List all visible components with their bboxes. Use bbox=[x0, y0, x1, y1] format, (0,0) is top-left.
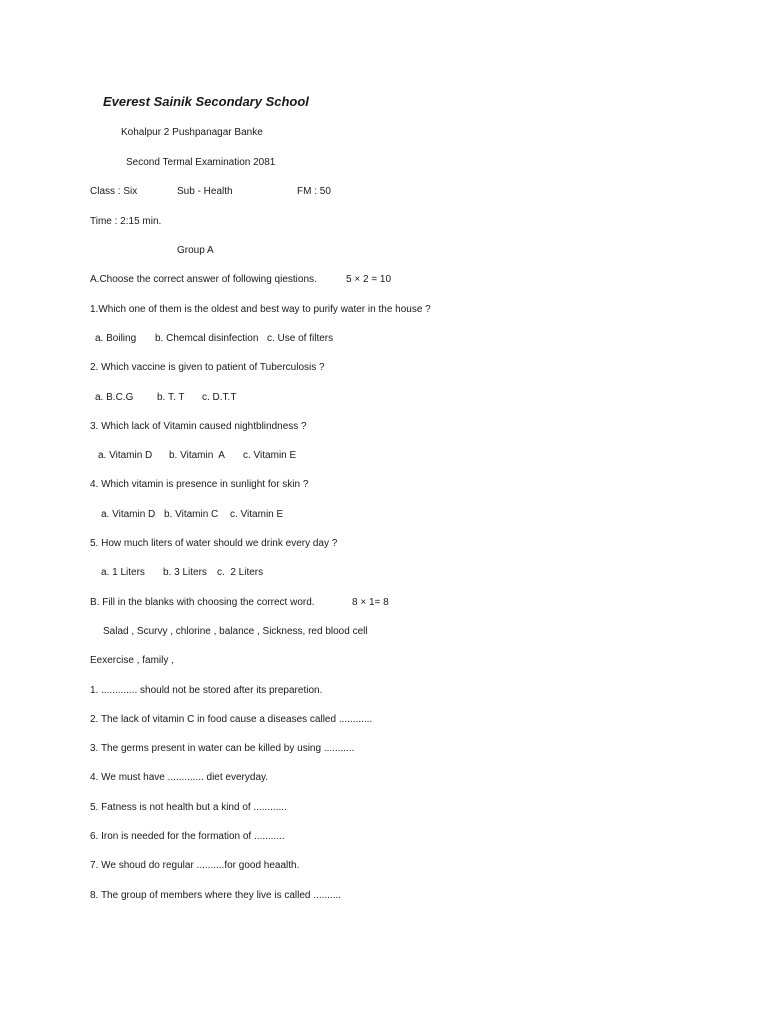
blank-item-5: 5. Fatness is not health but a kind of ............ bbox=[90, 802, 287, 813]
blank-item-4: 4. We must have ............. diet everyday. bbox=[90, 772, 269, 783]
q1-option-b: b. Chemcal disinfection bbox=[155, 333, 259, 344]
q5-option-c: c. 2 Liters bbox=[217, 567, 264, 578]
q3-option-c: c. Vitamin E bbox=[243, 450, 297, 461]
q2-option-a: a. B.C.G bbox=[95, 392, 134, 403]
exam-time: Time : 2:15 min. bbox=[90, 216, 162, 227]
q2-option-b: b. T. T bbox=[157, 392, 185, 403]
word-bank-line-1: Salad , Scurvy , chlorine , balance , Sickness, red blood cell bbox=[103, 626, 368, 637]
question-2: 2. Which vaccine is given to patient of Tuberculosis ? bbox=[90, 362, 325, 373]
q3-option-a: a. Vitamin D bbox=[98, 450, 153, 461]
word-bank-line-2: Eexercise , family , bbox=[90, 655, 174, 666]
section-b-instruction: B. Fill in the blanks with choosing the correct word. bbox=[90, 597, 315, 608]
q5-option-b: b. 3 Liters bbox=[163, 567, 207, 578]
section-b-marks: 8 × 1= 8 bbox=[352, 597, 389, 608]
question-1: 1.Which one of them is the oldest and best way to purify water in the house ? bbox=[90, 304, 431, 315]
question-3: 3. Which lack of Vitamin caused nightblindness ? bbox=[90, 421, 307, 432]
q5-option-a: a. 1 Liters bbox=[101, 567, 145, 578]
section-a-instruction: A.Choose the correct answer of following qiestions. bbox=[90, 274, 317, 285]
school-name: Everest Sainik Secondary School bbox=[103, 94, 309, 109]
q1-option-c: c. Use of filters bbox=[267, 333, 334, 344]
blank-item-8: 8. The group of members where they live is called .......... bbox=[90, 890, 342, 901]
q1-option-a: a. Boiling bbox=[95, 333, 137, 344]
q2-option-c: c. D.T.T bbox=[202, 392, 237, 403]
group-title: Group A bbox=[177, 245, 214, 256]
blank-item-2: 2. The lack of vitamin C in food cause a diseases called ............ bbox=[90, 714, 373, 725]
blank-item-1: 1. ............. should not be stored after its preparetion. bbox=[90, 685, 323, 696]
q4-option-b: b. Vitamin C bbox=[164, 509, 219, 520]
q4-option-a: a. Vitamin D bbox=[101, 509, 156, 520]
subject-info: Sub - Health bbox=[177, 186, 233, 197]
school-address: Kohalpur 2 Pushpanagar Banke bbox=[121, 127, 263, 138]
blank-item-3: 3. The germs present in water can be killed by using ........... bbox=[90, 743, 355, 754]
full-marks: FM : 50 bbox=[297, 186, 331, 197]
blank-item-7: 7. We shoud do regular ..........for good heaalth. bbox=[90, 860, 300, 871]
q4-option-c: c. Vitamin E bbox=[230, 509, 284, 520]
question-4: 4. Which vitamin is presence in sunlight for skin ? bbox=[90, 479, 309, 490]
class-info: Class : Six bbox=[90, 186, 138, 197]
question-5: 5. How much liters of water should we drink every day ? bbox=[90, 538, 338, 549]
blank-item-6: 6. Iron is needed for the formation of ........... bbox=[90, 831, 285, 842]
exam-title: Second Termal Examination 2081 bbox=[126, 157, 276, 168]
section-a-marks: 5 × 2 = 10 bbox=[346, 274, 392, 285]
q3-option-b: b. Vitamin A bbox=[169, 450, 225, 461]
